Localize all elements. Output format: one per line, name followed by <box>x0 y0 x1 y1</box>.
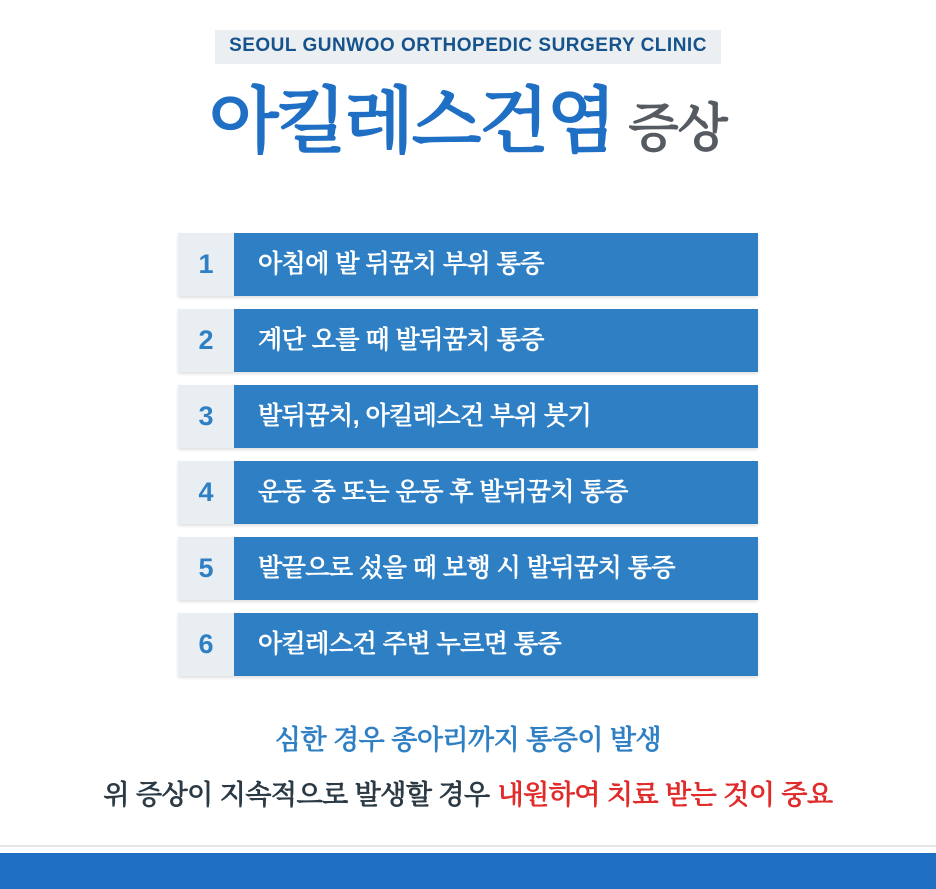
bottom-accent-bar <box>0 853 936 889</box>
note-line-2-dark: 위 증상이 지속적으로 발생할 경우 <box>103 780 490 810</box>
symptom-list <box>178 233 758 689</box>
note-line-2-red: 내원하여 치료 받는 것이 중요 <box>497 780 833 810</box>
list-item-number: 5 <box>178 537 234 600</box>
page-title <box>0 82 936 162</box>
list-item-number: 1 <box>178 233 234 296</box>
list-item <box>178 537 758 600</box>
list-item <box>178 309 758 372</box>
list-item-number: 2 <box>178 309 234 372</box>
page-title-main: 아킬레스건염 <box>209 82 615 162</box>
list-item-label: 운동 중 또는 운동 후 발뒤꿈치 통증 <box>258 478 628 506</box>
list-item-label: 발뒤꿈치, 아킬레스건 부위 붓기 <box>258 402 592 430</box>
bottom-divider <box>0 845 936 847</box>
note-line-2 <box>0 773 936 812</box>
list-item-label: 아킬레스건 주변 누르면 통증 <box>258 630 562 658</box>
clinic-name-banner <box>0 30 936 64</box>
list-item <box>178 613 758 676</box>
list-item-label: 아침에 발 뒤꿈치 부위 통증 <box>258 250 544 278</box>
note-line-1: 심한 경우 종아리까지 통증이 발생 <box>274 725 662 755</box>
list-item-number: 3 <box>178 385 234 448</box>
list-item-number: 4 <box>178 461 234 524</box>
list-item <box>178 461 758 524</box>
list-item <box>178 233 758 296</box>
list-item <box>178 385 758 448</box>
list-item-number: 6 <box>178 613 234 676</box>
list-item-label: 발끝으로 섰을 때 보행 시 발뒤꿈치 통증 <box>258 554 676 582</box>
list-item-label: 계단 오를 때 발뒤꿈치 통증 <box>258 326 544 354</box>
page-title-sub: 증상 <box>628 100 727 158</box>
clinic-name-text: SEOUL GUNWOO ORTHOPEDIC SURGERY CLINIC <box>215 30 721 64</box>
